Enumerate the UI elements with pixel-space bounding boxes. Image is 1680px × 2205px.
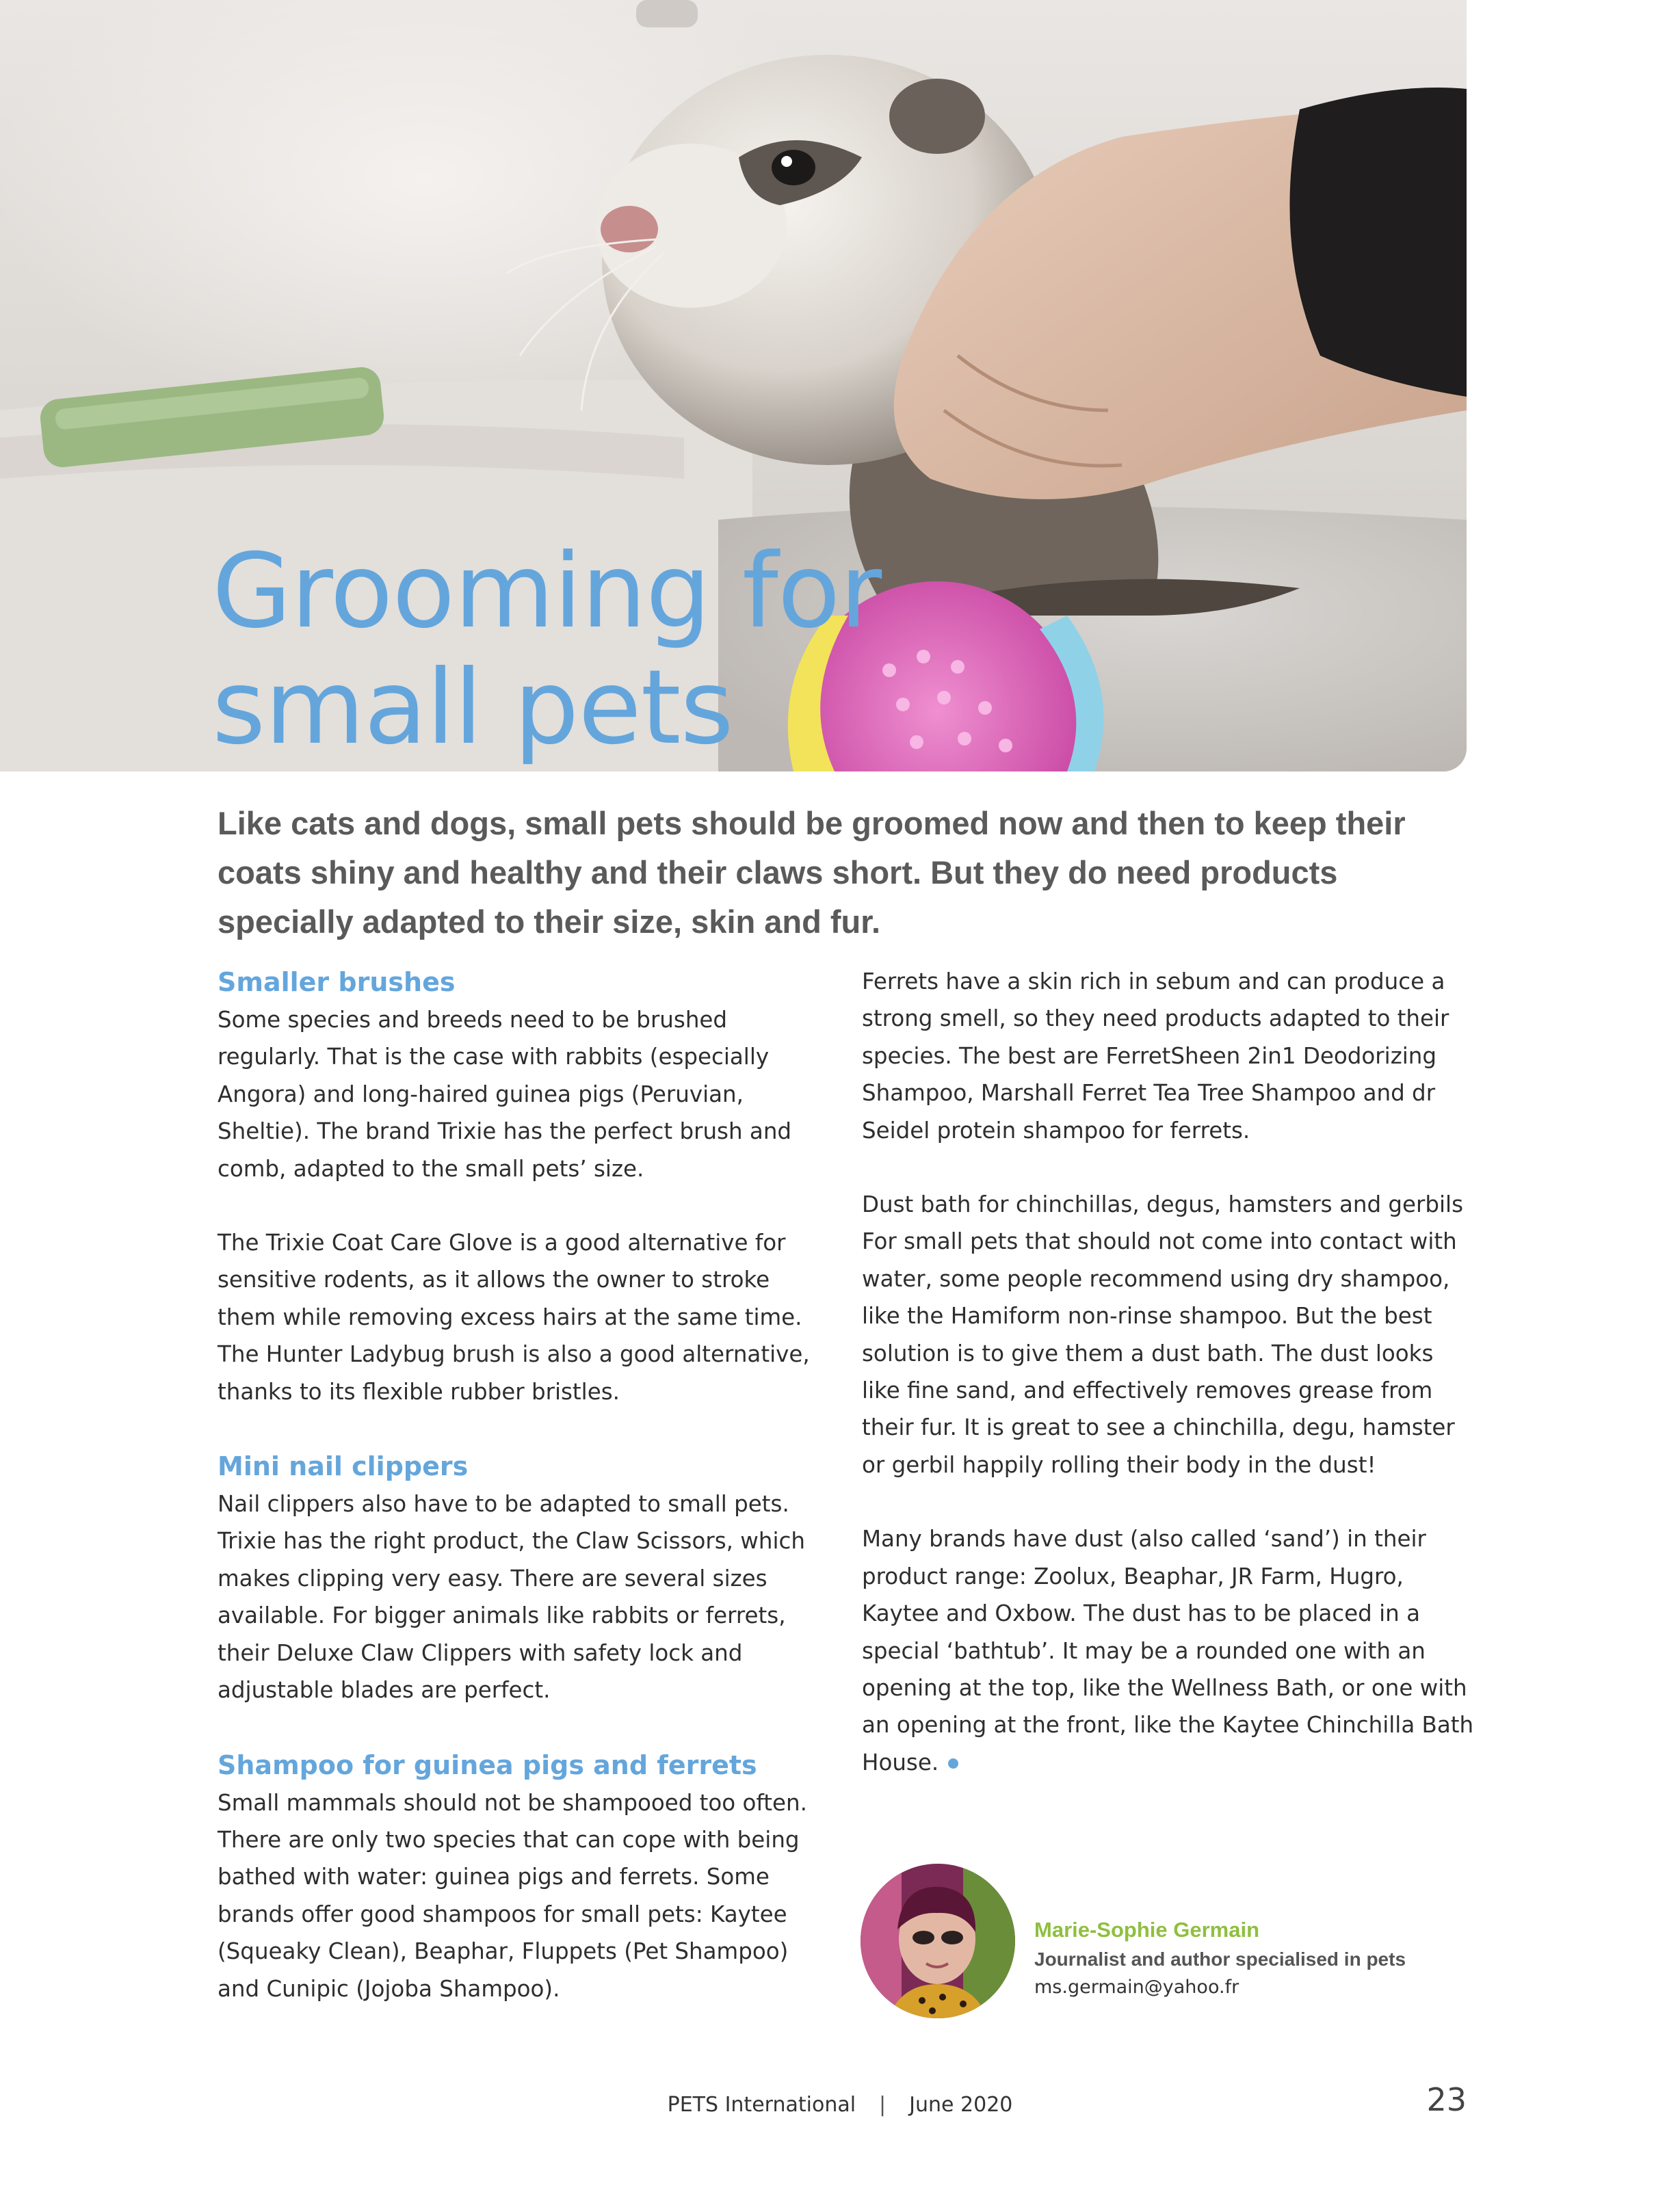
title-line-1: Grooming for [212,532,882,651]
right-column [862,963,1478,1781]
heading-mini-nail-clippers: Mini nail clippers [218,1451,469,1482]
author-role: Journalist and author specialised in pets [1034,1949,1406,1970]
left-column [218,963,833,2007]
title-line-2: small pets [212,648,733,767]
heading-shampoo: Shampoo for guinea pigs and ferrets [218,1750,757,1780]
page-number: 23 [1426,2081,1467,2118]
page-title [212,533,1101,766]
heading-smaller-brushes: Smaller brushes [218,967,456,997]
author-portrait [861,1864,1015,2018]
hero-photo [0,0,1467,771]
paragraph-shampoo: Small mammals should not be shampooed too often. There are only two species that can cope with being bathed with water: guinea pigs and ferrets. Some brands offer good shampoos for small pets: Kaytee (Squeaky Clean), Beaphar, Fluppets (Pet Shampoo) and Cunipic (Jojoba Shampoo). [218,1789,807,2002]
paragraph-brushes-1: Some species and breeds need to be brushed regularly. That is the case with rabbits (especially Angora) and long-haired guinea pigs (Peruvian, Sheltie). The brand Trixie has the perfect brush and comb, adapted to the small pets’ size. [218,1007,792,1182]
paragraph-ferrets: Ferrets have a skin rich in sebum and can produce a strong smell, so they need products adapted to their species. The best are FerretSheen 2in1 Deodorizing Shampoo, Marshall Ferret Tea Tree Shampoo and dr Seidel protein shampoo for ferrets. [862,968,1449,1144]
author-email-link[interactable]: ms.germain@yahoo.fr [1034,1977,1239,1998]
footer-issue: June 2020 [909,2093,1013,2117]
paragraph-dust-bath: Dust bath for chinchillas, degus, hamsters and gerbils For small pets that should not come into contact with water, some people recommend using dry shampoo, like the Hamiform non-rinse shampoo. But the best solution is to give them a dust bath. The dust looks like fine sand, and effectively removes grease from their fur. It is great to see a chinchilla, degu, hamster or gerbil happily rolling their body in the dust! [862,1191,1464,1478]
paragraph-clippers: Nail clippers also have to be adapted to small pets. Trixie has the right product, the Claw Scissors, which makes clipping very easy. There are several sizes available. For bigger animals like rabbits or ferrets, their Deluxe Claw Clippers with safety lock and adjustable blades are perfect. [218,1491,805,1704]
footer-magazine: PETS International [667,2093,856,2117]
author-name: Marie-Sophie Germain [1034,1918,1260,1942]
dust-brands-text: Many brands have dust (also called ‘sand’) in their product range: Zoolux, Beaphar, JR Farm, Hugro, Kaytee and Oxbow. The dust has to be placed in a special ‘bathtub’. It may be a rounded one with an opening at the top, like the Wellness Bath, or one with an opening at the front, like the Kaytee Chinchilla Bath House. [862,1526,1474,1775]
paragraph-brushes-2: The Trixie Coat Care Glove is a good alternative for sensitive rodents, as it allows the owner to stroke them while removing excess hairs at the same time. The Hunter Ladybug brush is also a good alternative, thanks to its flexible rubber bristles. [218,1230,810,1405]
footer-separator: | [879,2093,887,2117]
paragraph-dust-brands [862,1520,1478,1781]
intro-lede: Like cats and dogs, small pets should be groomed now and then to keep their coats shiny and healthy and their claws short. But they do need products specially adapted to their size, skin and fur. [218,805,1406,940]
author-avatar [861,1864,1015,2018]
end-of-article-dot [948,1758,958,1769]
